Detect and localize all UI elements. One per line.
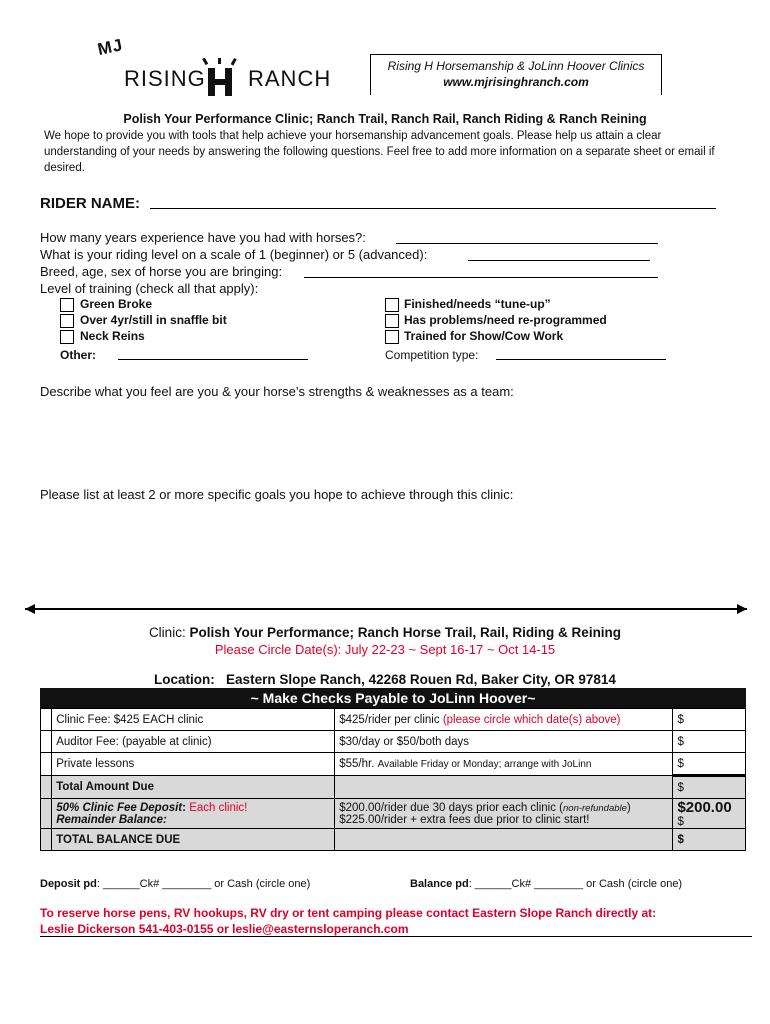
location-line xyxy=(0,672,770,687)
logo-h-icon xyxy=(202,58,238,96)
table-row xyxy=(41,799,746,829)
fee-amount[interactable]: $ xyxy=(673,753,746,776)
location-value: Eastern Slope Ranch, 42268 Rouen Rd, Baker City, OR 97814 xyxy=(226,672,616,687)
rider-name-label: RIDER NAME: xyxy=(40,195,140,212)
option-tune-up: Finished/needs “tune-up” xyxy=(404,297,551,311)
logo-ranch: RANCH xyxy=(248,66,332,91)
clinic-name: Polish Your Performance; Ranch Horse Trail, Rail, Riding & Reining xyxy=(189,625,622,640)
horse-question: Breed, age, sex of horse you are bringing: xyxy=(40,264,283,279)
level-field[interactable] xyxy=(468,260,650,261)
logo-rising: RISING xyxy=(124,66,206,91)
other-field[interactable] xyxy=(118,359,308,360)
remainder-amount[interactable]: $ xyxy=(677,816,684,828)
option-re-programmed: Has problems/need re-programmed xyxy=(404,313,607,327)
table-row xyxy=(41,776,746,799)
table-row xyxy=(41,753,746,776)
fee-amount[interactable]: $ xyxy=(673,731,746,753)
logo-mj: MJ xyxy=(95,35,125,60)
arrow-left-icon xyxy=(25,604,35,614)
table-row xyxy=(41,731,746,753)
total-balance-amount[interactable]: $ xyxy=(673,829,746,851)
describe-question: Describe what you feel are you & your horse’s strengths & weaknesses as a team: xyxy=(40,384,514,399)
arrow-right-icon xyxy=(737,604,747,614)
total-due-label: Total Amount Due xyxy=(52,776,335,799)
option-show-cow-work: Trained for Show/Cow Work xyxy=(404,329,564,343)
footer-contact[interactable]: Leslie Dickerson 541-403-0155 or leslie@easternsloperanch.com xyxy=(40,922,409,936)
footer-rule xyxy=(40,936,752,937)
checkbox-green-broke[interactable] xyxy=(60,298,74,312)
checkbox-show-cow-work[interactable] xyxy=(385,330,399,344)
fee-rate: $55/hr. Available Friday or Monday; arrange with JoLinn xyxy=(335,753,673,776)
header-website: www.mjrisinghranch.com xyxy=(443,75,589,89)
fees-table xyxy=(40,708,746,851)
clinic-label: Clinic: xyxy=(148,625,186,640)
competition-label: Competition type: xyxy=(385,348,479,362)
fee-rate: $425/rider per clinic (please circle which date(s) above) xyxy=(335,709,673,731)
competition-field[interactable] xyxy=(496,359,666,360)
footer-line1: To reserve horse pens, RV hookups, RV dry or tent camping please contact Eastern Slope Ranch directly at: xyxy=(40,906,657,920)
balance-paid[interactable]: Balance pd: ______Ck# ________ or Cash (circle one) xyxy=(410,878,683,890)
deposit-paid[interactable]: Deposit pd: ______Ck# ________ or Cash (circle one) xyxy=(40,878,311,890)
checkbox-snaffle-bit[interactable] xyxy=(60,314,74,328)
deposit-label: 50% Clinic Fee Deposit: Each clinic! Remainder Balance: xyxy=(52,799,335,829)
training-question: Level of training (check all that apply): xyxy=(40,281,259,296)
option-neck-reins: Neck Reins xyxy=(80,329,145,343)
level-question: What is your riding level on a scale of 1 (beginner) or 5 (advanced): xyxy=(40,247,428,262)
total-balance-label: TOTAL BALANCE DUE xyxy=(52,829,335,851)
checkbox-tune-up[interactable] xyxy=(385,298,399,312)
footer-note xyxy=(40,905,740,937)
clinic-line xyxy=(0,625,770,640)
form-title: Polish Your Performance Clinic; Ranch Trail, Ranch Rail, Ranch Riding & Ranch Reining xyxy=(123,112,647,126)
fee-label: Clinic Fee: $425 EACH clinic xyxy=(52,709,335,731)
intro-text: We hope to provide you with tools that help achieve your horsemanship advancement goals. Please help us attain a clear understanding of your needs by answering the following questions. Feel free to add more information on a separate sheet or email if desired. xyxy=(44,130,715,174)
checkbox-neck-reins[interactable] xyxy=(60,330,74,344)
ranch-logo xyxy=(95,35,340,98)
fee-rate: $30/day or $50/both days xyxy=(335,731,673,753)
remainder-label: Remainder Balance: xyxy=(56,813,167,826)
fee-label: Private lessons xyxy=(52,753,335,776)
option-green-broke: Green Broke xyxy=(80,297,153,311)
rider-name-field[interactable] xyxy=(150,208,716,209)
location-label: Location: xyxy=(154,672,215,687)
total-due-amount[interactable]: $ xyxy=(673,776,746,799)
years-field[interactable] xyxy=(396,243,658,244)
deposit-amount: $200.00 $ xyxy=(673,799,746,829)
fee-amount[interactable]: $ xyxy=(673,709,746,731)
divider-line xyxy=(25,608,747,610)
horse-field[interactable] xyxy=(304,277,658,278)
header-box xyxy=(370,54,662,95)
table-row xyxy=(41,829,746,851)
clinic-dates[interactable]: Please Circle Date(s): July 22-23 ~ Sept 16-17 ~ Oct 14-15 xyxy=(214,642,556,657)
option-snaffle-bit: Over 4yr/still in snaffle bit xyxy=(80,313,227,327)
remainder-rate: $225.00/rider + extra fees due prior to clinic start! xyxy=(339,813,590,826)
payable-banner: ~ Make Checks Payable to JoLinn Hoover~ xyxy=(40,688,746,708)
header-line1: Rising H Horsemanship & JoLinn Hoover Clinics xyxy=(387,59,645,73)
other-label: Other: xyxy=(60,348,96,362)
years-question: How many years experience have you had with horses?: xyxy=(40,230,366,245)
deposit-rate: $200.00/rider due 30 days prior each clinic (non-refundable) $225.00/rider + extra fees due prior to clinic start! xyxy=(335,799,673,829)
goals-question: Please list at least 2 or more specific goals you hope to achieve through this clinic: xyxy=(40,487,514,502)
fee-label: Auditor Fee: (payable at clinic) xyxy=(52,731,335,753)
checkbox-re-programmed[interactable] xyxy=(385,314,399,328)
table-row xyxy=(41,709,746,731)
